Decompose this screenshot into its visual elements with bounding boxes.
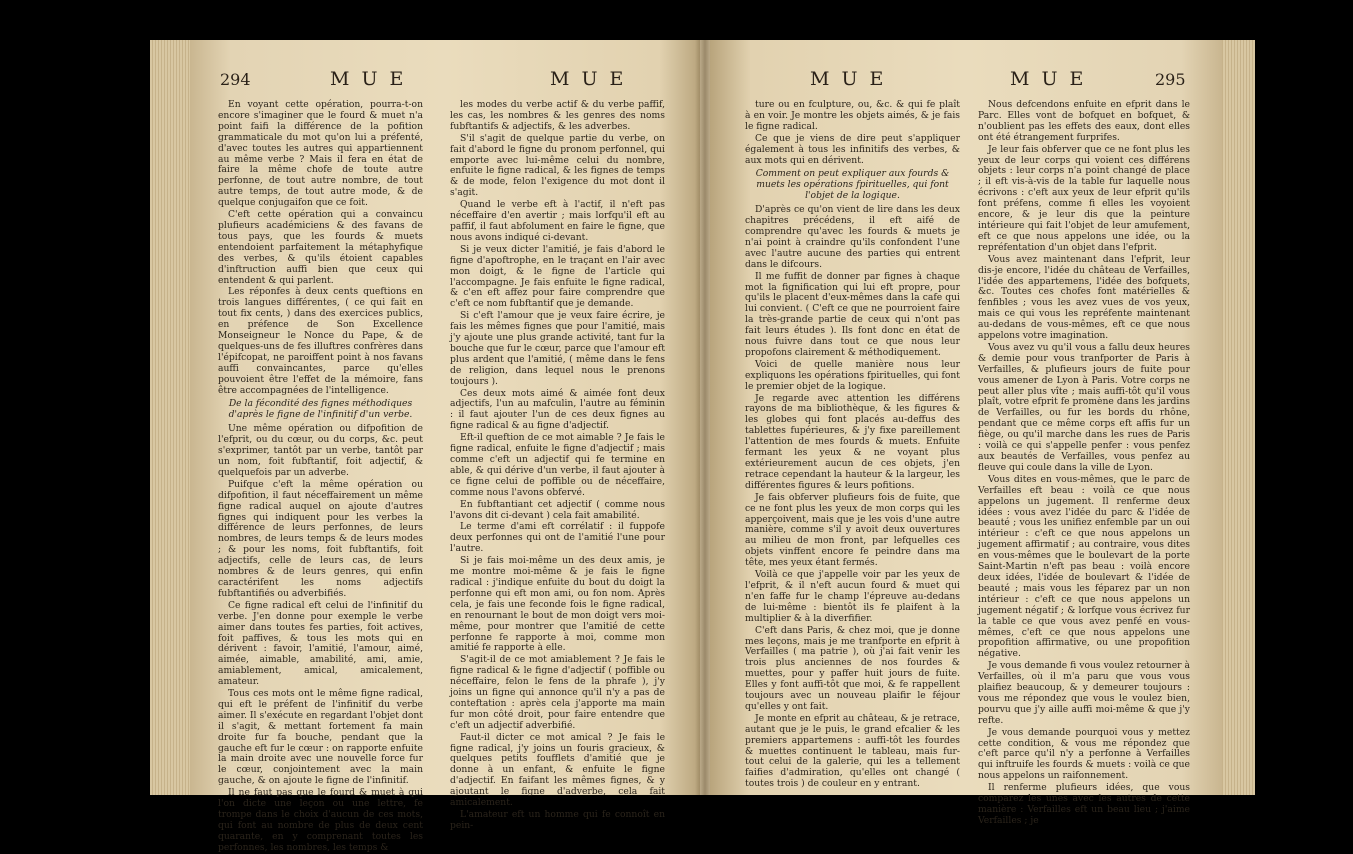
text-column	[450, 99, 665, 831]
left-page-header	[190, 68, 700, 94]
paragraph: Tous ces mots ont le même figne radical, qui eft le préfent de l'infinitif du verbe aimer. Il s'exécute en regardant l'objet dont il s'agit, & mettant fortement fa main droite fur fa bouche, pendant que la gauche eft fur le cœur : on rapporte enfuite la main droite avec une nouvelle force fur le cœur, conjointement avec la main gauche, & on ajoute le figne de l'infinitif.	[218, 688, 423, 787]
paragraph: Puifque c'eft la même opération ou difpofition, il faut néceffairement un même figne radical auquel on ajoute d'autres fignes qui indiquent pour les verbes la différence de leurs perfonnes, de leurs nombres, de leurs temps & de leurs modes ; & pour les noms, foit fubftantifs, foit adjectifs, celle de leurs cas, de leurs nombres & de leurs genres, qui enfin caractérifent les noms adjectifs fubftantifiés ou adverbifiés.	[218, 478, 423, 599]
section-heading: Comment on peut expliquer aux fourds & muets les opérations fpirituelles, qui font l'objet de la logique.	[755, 168, 950, 202]
paragraph: Je leur fais obferver que ce ne font plus les yeux de leur corps qui voient ces différens objets : leur corps n'a point changé de place ; il eft vis-à-vis de la table fur laquelle nous écrivons : c'eft aux yeux de leur efprit qu'ils font préfens, comme fi elles les voyoient encore, & je leur dis que la peinture intérieure qui fait l'objet de leur amufement, eft ce que nous appelons une idée, ou la repréfentation d'un objet dans l'efprit.	[978, 143, 1190, 253]
paragraph: les modes du verbe actif & du verbe paffif, les cas, les nombres & les genres des noms fubftantifs & adjectifs, & les adverbes.	[450, 99, 665, 132]
paragraph: Si je fais moi-même un des deux amis, je me montre moi-même & je fais le figne radical : j'indique enfuite du bout du doigt la perfonne qui eft mon ami, ou fon nom. Après cela, je fais une feconde fois le figne radical, en renournant le bout de mon doigt vers moi-même, pour montrer que l'amitié de cette perfonne fe rapporte à moi, comme mon amitié fe rapporte à elle.	[450, 555, 665, 654]
paragraph: Une même opération ou difpofition de l'efprit, ou du cœur, ou du corps, &c. peut s'exprimer, tantôt par un verbe, tantôt par un nom, foit fubftantif, foit adjectif, & quelquefois par un adverbe.	[218, 423, 423, 478]
paragraph: S'il s'agit de quelque partie du verbe, on fait d'abord le figne du pronom perfonnel, qui emporte avec lui-même celui du nombre, enfuite le figne radical, & les fignes de temps & de mode, felon l'exigence du mot dont il s'agit.	[450, 132, 665, 199]
paragraph: Je regarde avec attention les différens rayons de ma bibliothèque, & les figures & les globes qui font placés au-deffus des tablettes fupérieures, & j'y fixe pareillement l'attention de mes fourds & muets. Enfuite fermant les yeux & ne voyant plus extérieurement aucun de ces objets, j'en retrace cependant la hauteur & la largeur, les différentes figures & leurs pofitions.	[745, 392, 960, 491]
text-column	[745, 100, 960, 790]
paragraph: Vous avez vu qu'il vous a fallu deux heures & demie pour vous tranfporter de Paris à Verfailles, & plufieurs jours de fuite pour vous amener de Lyon à Paris. Votre corps ne peut aller plus vîte ; mais auffi-tôt qu'il vous plaît, votre efprit fe promène dans les jardins de Verfailles, ou fur les bords du rhône, pendant que ce même corps eft affis fur un fiège, ou qu'il marche dans les rues de Paris : voilà ce qui s'appelle penfer : vous penfez aux beautés de Verfailles, vous penfez au fleuve qui coule dans la ville de Lyon.	[978, 341, 1190, 473]
paragraph: Je vous demande fi vous voulez retourner à Verfailles, où il m'a paru que vous vous plaifiez beaucoup, & y demeurer toujours : vous me répondez que vous le voulez bien, pourvu que j'y aille auffi moi-même & que j'y refte.	[978, 660, 1190, 726]
left-page	[190, 40, 700, 853]
text-column	[978, 99, 1190, 826]
paragraph: Ces deux mots aimé & aimée font deux adjectifs, l'un au mafculin, l'autre au féminin : il faut ajouter l'un de ces deux fignes au figne radical & au figne d'adjectif.	[450, 387, 665, 432]
paragraph: Si c'eft l'amour que je veux faire écrire, je fais les mêmes fignes que pour l'amitié, mais j'y ajoute une plus grande activité, tant fur la bouche que fur le cœur, parce que l'amour eft plus ardent que l'amitié, ( même dans le fens de religion, dans lequel nous le prenons toujours ).	[450, 310, 665, 387]
paragraph: Le terme d'ami eft corrélatif : il fuppofe deux perfonnes qui ont de l'amitié l'une pour l'autre.	[450, 521, 665, 555]
page-number: 295	[1155, 70, 1186, 89]
paragraph: Voici de quelle manière nous leur expliquons les opérations fpirituelles, qui font le premier objet de la logique.	[745, 358, 960, 392]
paragraph: Vous avez maintenant dans l'efprit, leur dis-je encore, l'idée du château de Verfailles, l'idée des appartemens, l'idée des bofquets, &c. Toutes ces chofes font matérielles & fenfibles ; vous les avez vues de vos yeux, mais ce qui vous les repréfente maintenant au-dedans de vous-mêmes, eft ce que nous appelons votre imagination.	[978, 253, 1190, 342]
paragraph: ture ou en fculpture, ou, &c. & qui fe plaît à en voir. Je montre les objets aimés, & je fais le figne radical.	[745, 99, 960, 132]
paragraph: Je vous demande pourquoi vous y mettez cette condition, & vous me répondez que c'eft parce qu'il n'y a perfonne à Verfailles qui inftruife les fourds & muets : voilà ce que nous appelons un raifonnement.	[978, 726, 1190, 782]
paragraph: Les réponfes à deux cents queftions en trois langues différentes, ( ce qui fait en tout fix cents, ) dans des exercices publics, en préfence de Son Excellence Monseigneur le Nonce du Pape, & de quelques-uns de fes illuftres confrères dans l'épifcopat, ne paroiffent point à nos favans auffi convaincantes, parce qu'elles pouvoient être l'effet de la mémoire, fans être accompagnées de l'intelligence.	[218, 286, 423, 396]
paragraph: C'eft cette opération qui a convaincu plufieurs académiciens & des favans de tous pays, que les fourds & muets entendoient parfaitement la métaphyfique des verbes, & qu'ils étoient capables d'inftruction auffi bien que ceux qui entendent & qui parlent.	[218, 209, 423, 286]
page-number: 294	[220, 70, 251, 89]
paragraph: C'eft dans Paris, & chez moi, que je donne mes leçons, mais je me tranfporte en efprit à Verfailles ( ma patrie ), où j'ai fait venir les trois plus anciennes de nos fourdes & muettes, pour y paffer huit jours de fuite. Elles y font auffi-tôt que moi, & fe rappellent toujours avec un nouveau plaifir le féjour qu'elles y ont fait.	[745, 624, 960, 712]
page-edges-right	[1222, 40, 1255, 795]
paragraph: Eft-il queftion de ce mot aimable ? Je fais le figne radical, enfuite le figne d'adjectif ; mais comme c'eft un adjectif qui fe termine en able, & qui dérive d'un verbe, il faut ajouter à ce figne celui de poffible ou de néceffaire, comme nous l'avons obfervé.	[450, 432, 665, 498]
paragraph: Ce figne radical eft celui de l'infinitif du verbe. J'en donne pour exemple le verbe aimer dans toutes fes parties, foit actives, foit paffives, & tous les mots qui en dérivent : favoir, l'amitié, l'amour, aimé, aimée, aimable, amabilité, ami, amie, amiablement, amical, amicalement, amateur.	[218, 599, 423, 688]
paragraph: Si je veux dicter l'amitié, je fais d'abord le figne d'apoftrophe, en le traçant en l'air avec mon doigt, & le figne de l'article qui l'accompagne. Je fais enfuite le figne radical, & c'en eft affez pour faire comprendre que c'eft ce nom fubftantif que je demande.	[450, 243, 665, 310]
paragraph: Faut-il dicter ce mot amical ? Je fais le figne radical, j'y joins un fouris gracieux, & quelques petits foufflets d'amitié que je donne à un enfant, & enfuite le figne d'adjectif. En faifant les mêmes fignes, & y ajoutant le figne d'adverbe, cela fait amicalement.	[450, 731, 665, 809]
paragraph: Je monte en efprit au château, & je retrace, autant que je le puis, le grand efcalier & les premiers appartemens : auffi-tôt les fourdes & muettes continuent le tableau, mais fur-tout celui de la galerie, qui les a tellement faifies d'admiration, qu'elles ont changé ( toutes trois ) de couleur en y entrant.	[745, 712, 960, 790]
paragraph: Il ne faut pas que le fourd & muet à qui l'on dicte une leçon ou une lettre, fe trompe dans le choix d'aucun de ces mots, qui font au nombre de plus de deux cent quarante, en y comprenant toutes les perfonnes, les nombres, les temps &	[218, 787, 423, 853]
paragraph: En voyant cette opération, pourra-t-on encore s'imaginer que le fourd & muet n'a point faifi la différence de la pofition grammaticale du mot qu'on lui a préfenté, d'avec toutes les autres qui appartiennent au même verbe ? Mais il fera en état de faire la même chofe de toute autre perfonne, de tout autre nombre, de tout autre temps, de tout autre mode, & de quelque conjugaifon que ce foit.	[218, 99, 423, 209]
running-head: M U E	[550, 68, 627, 90]
paragraph: Il renferme plufieurs idées, que vous comparez les unes avec les autres de cette manière : Verfailles eft un beau lieu ; j'aime Verfailles ; je	[978, 782, 1190, 826]
paragraph: Quand le verbe eft à l'actif, il n'eft pas néceffaire d'en avertir ; mais lorfqu'il eft au paffif, il faut abfolument en faire le figne, que nous avons indiqué ci-devant.	[450, 199, 665, 243]
page-edges-left	[150, 40, 190, 795]
paragraph: Ce que je viens de dire peut s'appliquer également à tous les infinitifs des verbes, & aux mots qui en dérivent.	[745, 132, 960, 166]
paragraph: S'agit-il de ce mot amiablement ? Je fais le figne radical & le figne d'adjectif ( poffible ou néceffaire, felon le fens de la phrafe ), j'y joins un figne qui annonce qu'il n'y a pas de conteftation : après cela j'apporte ma main fur mon côté droit, pour faire entendre que c'eft un adjectif adverbifié.	[450, 654, 665, 731]
paragraph: L'amateur eft un homme qui fe connoît en pein-	[450, 809, 665, 831]
paragraph: Nous defcendons enfuite en efprit dans le Parc. Elles vont de bofquet en bofquet, & n'oublient pas les effets des eaux, dont elles ont été étrangement furprifes.	[978, 99, 1190, 143]
running-head: M U E	[1010, 68, 1087, 90]
right-page-header	[710, 68, 1222, 94]
running-head: M U E	[810, 68, 887, 90]
open-book	[150, 40, 1255, 853]
running-head: M U E	[330, 68, 407, 90]
text-column	[218, 99, 423, 853]
paragraph: Vous dites en vous-mêmes, que le parc de Verfailles eft beau : voilà ce que nous appelons un jugement. Il renferme deux idées : vous avez l'idée du parc & l'idée de beauté ; vous les unifiez enfemble par un oui intérieur : c'eft ce que nous appelons un jugement affirmatif ; au contraire, vous dites en vous-mêmes que le boulevart de la porte Saint-Martin n'eft pas beau : voilà encore deux idées, l'idée de boulevart & l'idée de beauté ; mais vous les féparez par un non intérieur : c'eft ce que nous appelons un jugement négatif ; & lorfque vous écrivez fur la table ce que vous avez penfé en vous-mêmes, c'eft ce que nous appelons une propofition affirmative, ou une propofition négative.	[978, 473, 1190, 660]
paragraph: Il me fuffit de donner par fignes à chaque mot la fignification qui lui eft propre, pour qu'ils le placent d'eux-mêmes dans la cafe qui lui convient. ( C'eft ce que ne pourroient faire la très-grande partie de ceux qui n'ont pas fait leurs études ). Ils font donc en état de nous fuivre dans tout ce que nous leur propofons clairement & méthodiquement.	[745, 270, 960, 358]
paragraph: En fubftantiant cet adjectif ( comme nous l'avons dit ci-devant ) cela fait amabilité.	[450, 498, 665, 521]
paragraph: D'après ce qu'on vient de lire dans les deux chapitres précédens, il eft aifé de comprendre qu'avec les fourds & muets je n'ai point à craindre qu'ils confondent l'une avec l'autre aucune des parties qui entrent dans le difcours.	[745, 204, 960, 270]
paragraph: Je fais obferver plufieurs fois de fuite, que ce ne font plus les yeux de mon corps qui les apperçoivent, mais que je les vois d'une autre manière, comme s'il y avoit deux ouvertures au milieu de mon front, par lefquelles ces objets vinffent encore fe peindre dans ma tête, mes yeux étant fermés.	[745, 491, 960, 569]
right-page	[710, 40, 1222, 826]
paragraph: Voilà ce que j'appelle voir par les yeux de l'efprit, & il n'eft aucun fourd & muet qui n'en faffe fur le champ l'épreuve au-dedans de lui-même : bientôt ils fe plaifent à la multiplier & à la diverfifier.	[745, 569, 960, 624]
section-heading: De la fécondité des fignes méthodiques d'après le figne de l'infinitif d'un verbe.	[228, 398, 413, 421]
